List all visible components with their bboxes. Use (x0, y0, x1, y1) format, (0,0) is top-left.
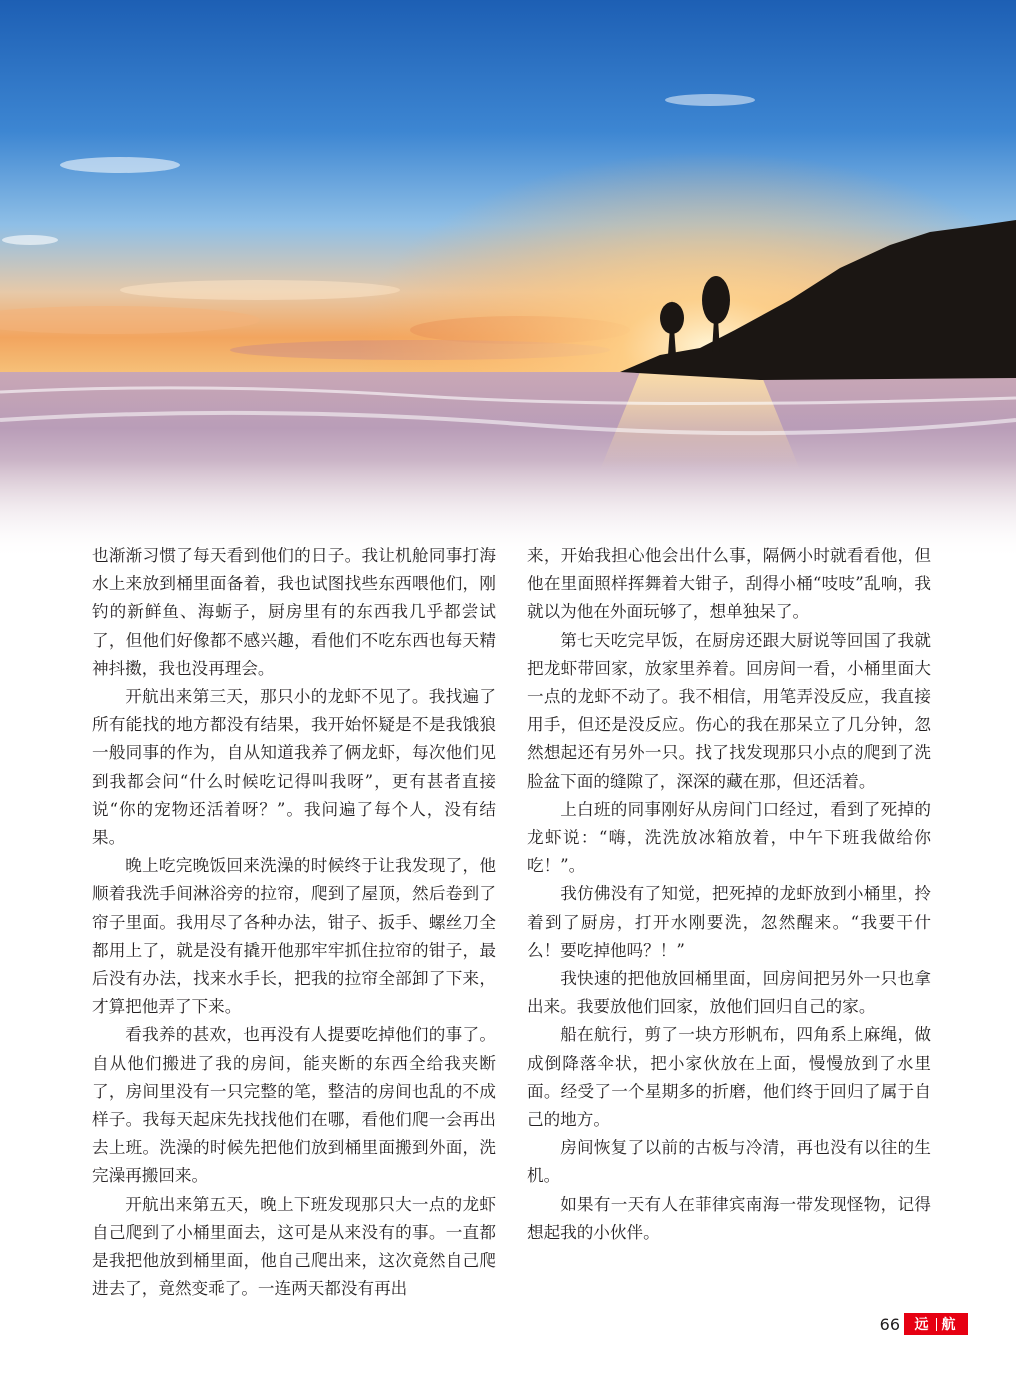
paragraph: 看我养的甚欢，也再没有人提要吃掉他们的事了。自从他们搬进了我的房间，能夹断的东西全给我夹断了，房间里没有一只完整的笔，整洁的房间也乱的不成样子。我每天起床先找找他们在哪，看他们爬一会再出去上班。洗澡的时候先把他们放到桶里面搬到外面，洗完澡再搬回来。 (92, 1025, 496, 1186)
logo-char: 远 (914, 1317, 931, 1333)
paragraph: 来，开始我担心他会出什么事，隔俩小时就看看他，但他在里面照样挥舞着大钳子，刮得小桶“吱吱”乱响，我就以为他在外面玩够了，想单独呆了。 (527, 546, 931, 622)
paragraph: 晚上吃完晚饭回来洗澡的时候终于让我发现了，他顺着我洗手间淋浴旁的拉帘，爬到了屋顶，然后卷到了帘子里面。我用尽了各种办法，钳子、扳手、螺丝刀全都用上了，就是没有撬开他那牢牢抓住拉帘的钳子，最后没有办法，找来水手长，把我的拉帘全部卸了下来，才算把他弄了下来。 (92, 856, 496, 1017)
paragraph: 我快速的把他放回桶里面，回房间把另外一只也拿出来。我要放他们回家，放他们回归自己的家。 (527, 969, 931, 1017)
article-left-column (92, 542, 496, 1303)
paragraph: 也渐渐习惯了每天看到他们的日子。我让机舱同事打海水上来放到桶里面备着，我也试图找些东西喂他们，刚钓的新鲜鱼、海蛎子，厨房里有的东西我几乎都尝试了，但他们好像都不感兴趣，看他们不吃东西也每天精神抖擞，我也没再理会。 (92, 546, 496, 678)
logo-divider (936, 1318, 937, 1331)
paragraph: 我仿佛没有了知觉，把死掉的龙虾放到小桶里，拎着到了厨房，打开水刚要洗，忽然醒来。“我要干什么！要吃掉他吗？！” (527, 884, 931, 960)
logo-char: 航 (941, 1317, 958, 1333)
paragraph: 第七天吃完早饭，在厨房还跟大厨说等回国了我就把龙虾带回家，放家里养着。回房间一看，小桶里面大一点的龙虾不动了。我不相信，用笔弄没反应，我直接用手，但还是没反应。伤心的我在那呆立了几分钟，忽然想起还有另外一只。找了找发现那只小点的爬到了洗脸盆下面的缝隙了，深深的藏在那，但还活着。 (527, 630, 931, 791)
paragraph: 上白班的同事刚好从房间门口经过，看到了死掉的龙虾说：“嗨，洗洗放冰箱放着，中午下班我做给你吃！”。 (527, 799, 931, 876)
article-right-column (527, 542, 931, 1247)
paragraph: 开航出来第三天，那只小的龙虾不见了。我找遍了所有能找的地方都没有结果，我开始怀疑是不是我饿狼一般同事的作为，自从知道我养了俩龙虾，每次他们见到我都会问“什么时候吃记得叫我呀”，更有甚者直接说“你的宠物还活着呀？”。我问遍了每个人，没有结果。 (92, 687, 496, 848)
hero-sunset-beach-photo (0, 0, 1016, 560)
paragraph: 开航出来第五天，晚上下班发现那只大一点的龙虾自己爬到了小桶里面去，这可是从来没有的事。一直都是我把他放到桶里面，他自己爬出来，这次竟然自己爬进去了，竟然变乖了。一连两天都没有再出 (92, 1194, 496, 1299)
magazine-logo (904, 1313, 968, 1335)
paragraph: 船在航行，剪了一块方形帆布，四角系上麻绳，做成倒降落伞状，把小家伙放在上面，慢慢放到了水里面。经受了一个星期多的折磨，他们终于回归了属于自己的地方。 (527, 1025, 931, 1130)
paragraph: 如果有一天有人在菲律宾南海一带发现怪物，记得想起我的小伙伴。 (527, 1194, 931, 1242)
page-number: 66 (879, 1315, 900, 1334)
paragraph: 房间恢复了以前的古板与冷清，再也没有以往的生机。 (527, 1138, 931, 1186)
